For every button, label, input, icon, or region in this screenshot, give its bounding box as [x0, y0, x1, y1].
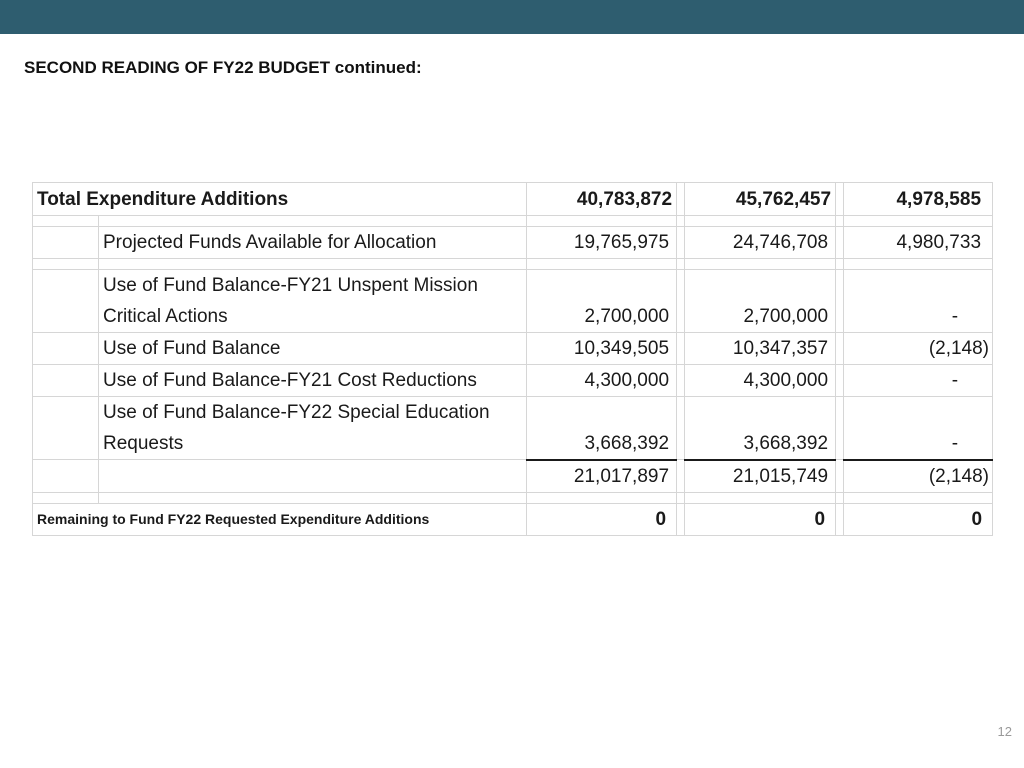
- column-gap: [677, 333, 685, 365]
- row-label: Use of Fund Balance-FY21 Cost Reductions: [99, 365, 527, 397]
- budget-table: [32, 182, 993, 536]
- column-gap: [677, 365, 685, 397]
- column-gap: [836, 365, 844, 397]
- indent-cell: [33, 460, 99, 493]
- table-row: [33, 270, 993, 333]
- column-gap: [677, 227, 685, 259]
- row-col2: 10,347,357: [685, 333, 836, 365]
- row-col3: -: [844, 397, 993, 460]
- subtotal-col1: 21,017,897: [527, 460, 677, 493]
- row-label: Projected Funds Available for Allocation: [99, 227, 527, 259]
- remaining-col3: 0: [844, 503, 993, 535]
- column-gap: [677, 397, 685, 460]
- indent-cell: [33, 365, 99, 397]
- column-gap: [677, 503, 685, 535]
- remaining-col1: 0: [527, 503, 677, 535]
- row-col2: 4,300,000: [685, 365, 836, 397]
- row-col1: 19,765,975: [527, 227, 677, 259]
- column-gap: [836, 333, 844, 365]
- spacer-row: [33, 259, 993, 270]
- column-gap: [677, 460, 685, 493]
- spacer-row: [33, 216, 993, 227]
- indent-cell: [33, 333, 99, 365]
- column-gap: [836, 503, 844, 535]
- spacer-row: [33, 492, 993, 503]
- row-col3: -: [844, 365, 993, 397]
- header-bar: [0, 0, 1024, 34]
- row-label: Use of Fund Balance-FY21 Unspent Mission Critical Actions: [99, 270, 527, 333]
- row-col1: 10,349,505: [527, 333, 677, 365]
- column-gap: [836, 183, 844, 216]
- remaining-label: Remaining to Fund FY22 Requested Expenditure Additions: [33, 503, 527, 535]
- column-gap: [836, 460, 844, 493]
- row-col2: 3,668,392: [685, 397, 836, 460]
- table-row: [33, 365, 993, 397]
- slide-number: 12: [997, 724, 1012, 739]
- subtotal-label: [99, 460, 527, 493]
- subtotal-col3: (2,148): [844, 460, 993, 493]
- table-row: [33, 227, 993, 259]
- row-col1: 4,300,000: [527, 365, 677, 397]
- row-label: Use of Fund Balance: [99, 333, 527, 365]
- subtotal-row: [33, 460, 993, 493]
- total-expenditure-col3: 4,978,585: [844, 183, 993, 216]
- indent-cell: [33, 397, 99, 460]
- total-expenditure-col2: 45,762,457: [685, 183, 836, 216]
- column-gap: [836, 397, 844, 460]
- row-col2: 2,700,000: [685, 270, 836, 333]
- table-row: [33, 397, 993, 460]
- indent-cell: [33, 227, 99, 259]
- row-col1: 2,700,000: [527, 270, 677, 333]
- row-col1: 3,668,392: [527, 397, 677, 460]
- column-gap: [677, 183, 685, 216]
- row-col2: 24,746,708: [685, 227, 836, 259]
- row-col3: (2,148): [844, 333, 993, 365]
- remaining-col2: 0: [685, 503, 836, 535]
- indent-cell: [33, 270, 99, 333]
- column-gap: [836, 270, 844, 333]
- row-label: Use of Fund Balance-FY22 Special Education Requests: [99, 397, 527, 460]
- row-col3: 4,980,733: [844, 227, 993, 259]
- table-row: [33, 333, 993, 365]
- subtotal-col2: 21,015,749: [685, 460, 836, 493]
- total-expenditure-row: [33, 183, 993, 216]
- total-expenditure-label: Total Expenditure Additions: [33, 183, 527, 216]
- total-expenditure-col1: 40,783,872: [527, 183, 677, 216]
- row-col3: -: [844, 270, 993, 333]
- column-gap: [836, 227, 844, 259]
- slide-title: SECOND READING OF FY22 BUDGET continued:: [24, 58, 422, 77]
- remaining-row: [33, 503, 993, 535]
- column-gap: [677, 270, 685, 333]
